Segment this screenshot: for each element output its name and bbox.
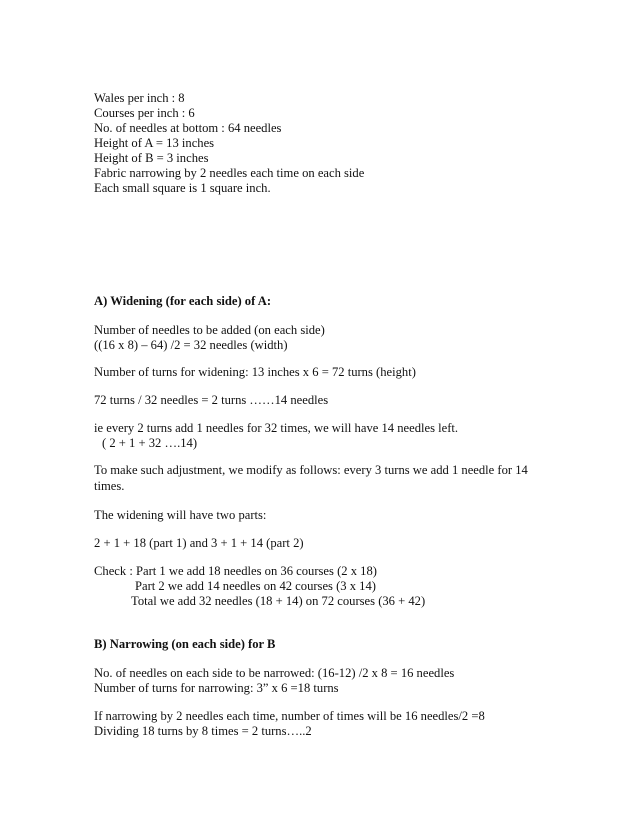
section-b-heading: B) Narrowing (on each side) for B xyxy=(94,637,276,651)
spec-needles-bottom: No. of needles at bottom : 64 needles xyxy=(94,121,282,135)
section-a-check-2: Part 2 we add 14 needles on 42 courses (3 x 14) xyxy=(135,579,376,593)
spec-square: Each small square is 1 square inch. xyxy=(94,181,271,195)
spec-wales: Wales per inch : 8 xyxy=(94,91,185,105)
section-a-check-1: Check : Part 1 we add 18 needles on 36 courses (2 x 18) xyxy=(94,564,377,578)
spec-height-a: Height of A = 13 inches xyxy=(94,136,215,150)
section-a-needles-label: Number of needles to be added (on each side) xyxy=(94,323,325,337)
section-b-dividing: Dividing 18 turns by 8 times = 2 turns…..2 xyxy=(94,724,312,738)
section-a-ie-line: ie every 2 turns add 1 needles for 32 times, we will have 14 needles left. xyxy=(94,421,459,435)
section-a-ratio: 72 turns / 32 needles = 2 turns ……14 needles xyxy=(94,393,329,407)
section-a-two-parts: The widening will have two parts: xyxy=(94,508,267,522)
section-a-check-total: Total we add 32 needles (18 + 14) on 72 courses (36 + 42) xyxy=(131,594,426,608)
section-a-ie-formula: ( 2 + 1 + 32 ….14) xyxy=(102,436,198,450)
section-a-heading: A) Widening (for each side) of A: xyxy=(94,294,272,308)
section-a-needles-calc: ((16 x 8) – 64) /2 = 32 needles (width) xyxy=(94,338,288,352)
section-b-turns: Number of turns for narrowing: 3” x 6 =18 turns xyxy=(94,681,339,695)
section-a-turns: Number of turns for widening: 13 inches x 6 = 72 turns (height) xyxy=(94,365,416,379)
spec-courses: Courses per inch : 6 xyxy=(94,106,195,120)
spec-narrowing: Fabric narrowing by 2 needles each time on each side xyxy=(94,166,365,180)
section-a-parts-formula: 2 + 1 + 18 (part 1) and 3 + 1 + 14 (part 2) xyxy=(94,536,304,550)
spec-height-b: Height of B = 3 inches xyxy=(94,151,209,165)
section-a-adjust: To make such adjustment, we modify as follows: every 3 turns we add 1 needle for 14 times. xyxy=(94,463,528,493)
section-b-times: If narrowing by 2 needles each time, number of times will be 16 needles/2 =8 xyxy=(94,709,485,723)
section-b-needles-narrowed: No. of needles on each side to be narrowed: (16-12) /2 x 8 = 16 needles xyxy=(94,666,455,680)
